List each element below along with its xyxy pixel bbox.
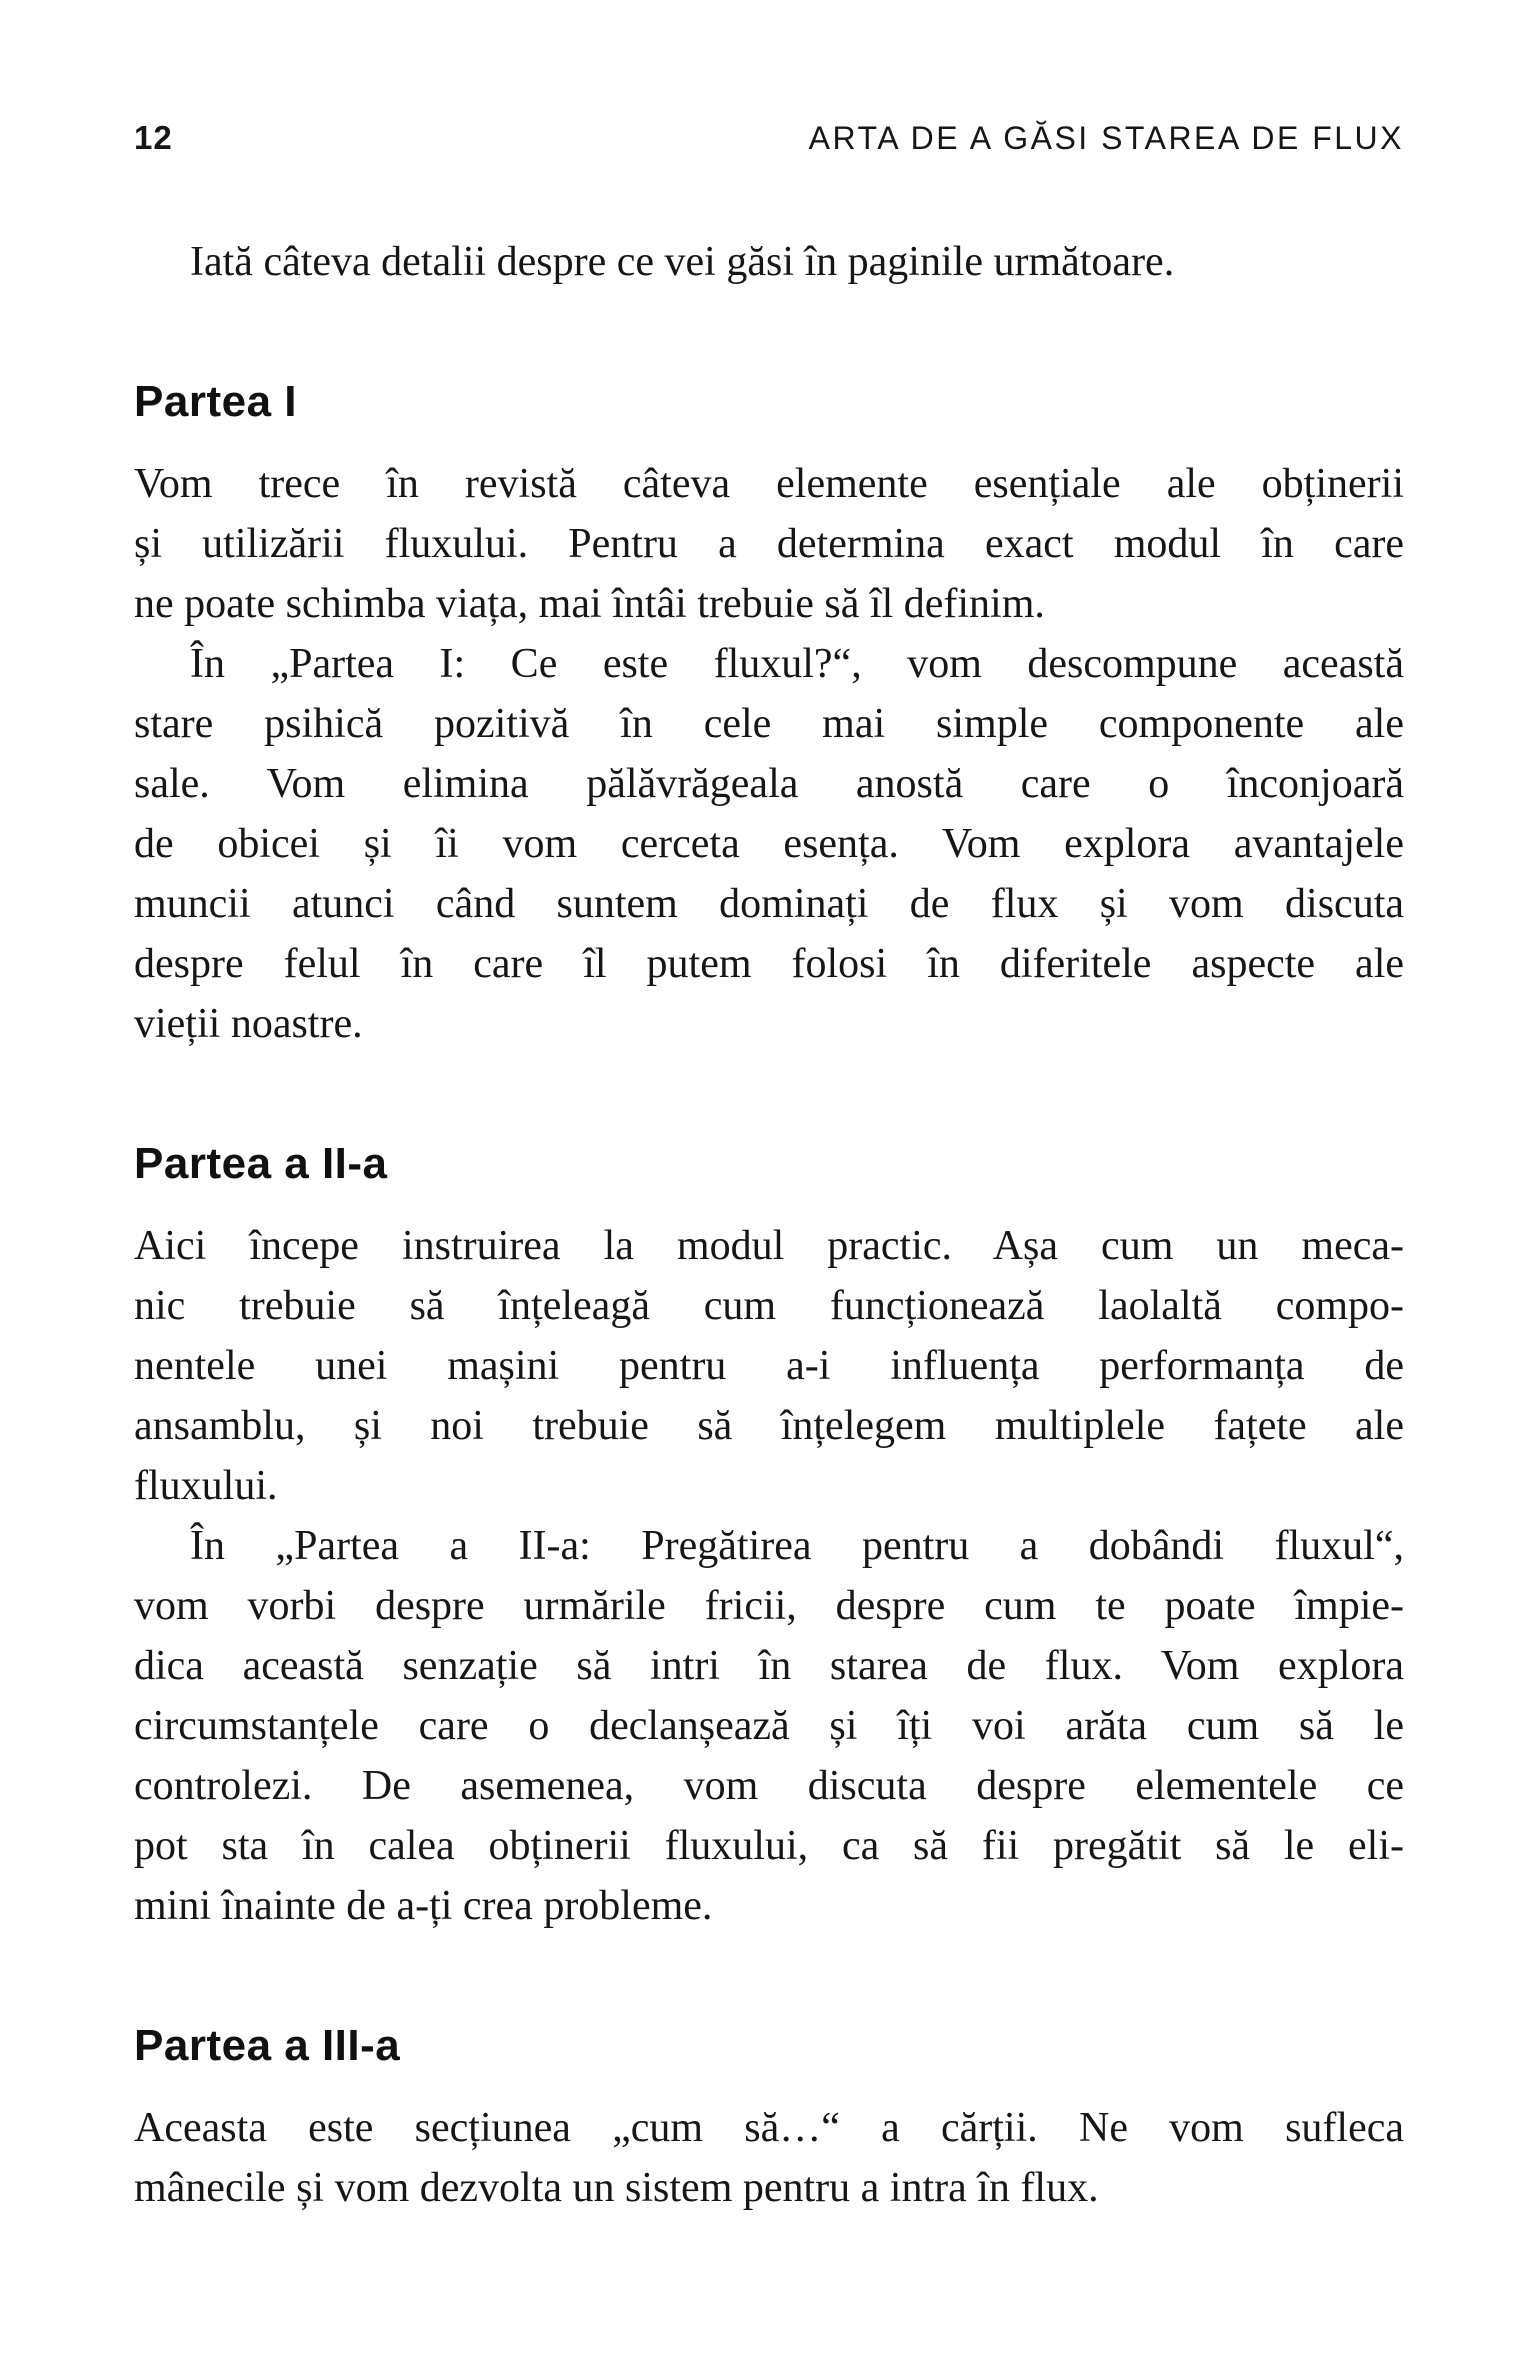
text-line: nentele unei mașini pentru a-i influența performanța de <box>134 1343 1404 1389</box>
text-line: muncii atunci când suntem dominați de flux și vom discuta <box>134 881 1404 927</box>
text-line: mânecile și vom dezvolta un sistem pentru a intra în flux. <box>134 2165 1099 2211</box>
text-column <box>134 232 1404 2218</box>
paragraph <box>134 1516 1404 1936</box>
sections <box>134 376 1404 2218</box>
text-line: și utilizării fluxului. Pentru a determina exact modul în care <box>134 521 1404 567</box>
page-number: 12 <box>134 119 173 156</box>
section <box>134 1138 1404 1936</box>
text-line: ne poate schimba viața, mai întâi trebuie să îl definim. <box>134 581 1045 627</box>
text-line: vom vorbi despre urmările fricii, despre cum te poate împie- <box>134 1583 1404 1629</box>
section-heading: Partea a II-a <box>134 1139 388 1188</box>
page-header <box>134 118 1404 158</box>
paragraph <box>134 1216 1404 1516</box>
text-line: controlezi. De asemenea, vom discuta despre elementele ce <box>134 1763 1404 1809</box>
paragraph <box>134 454 1404 634</box>
text-line: nic trebuie să înțeleagă cum funcționează laolaltă compo- <box>134 1283 1404 1329</box>
section-heading: Partea a III-a <box>134 2021 401 2070</box>
section <box>134 376 1404 1054</box>
text-line: Aici începe instruirea la modul practic. Așa cum un meca- <box>134 1223 1404 1269</box>
intro-paragraph: Iată câteva detalii despre ce vei găsi în paginile următoare. <box>190 239 1175 285</box>
text-line: despre felul în care îl putem folosi în diferitele aspecte ale <box>134 941 1404 987</box>
text-line: pot sta în calea obținerii fluxului, ca să fii pregătit să le eli- <box>134 1823 1404 1869</box>
text-line: În „Partea I: Ce este fluxul?“, vom descompune această <box>190 641 1404 687</box>
text-line: Vom trece în revistă câteva elemente esențiale ale obținerii <box>134 461 1404 507</box>
text-line: ansamblu, și noi trebuie să înțelegem multiplele fațete ale <box>134 1403 1404 1449</box>
section-heading: Partea I <box>134 377 297 426</box>
text-line: sale. Vom elimina pălăvrăgeala anostă care o înconjoară <box>134 761 1404 807</box>
text-line: stare psihică pozitivă în cele mai simple componente ale <box>134 701 1404 747</box>
text-line: fluxului. <box>134 1463 278 1509</box>
paragraph <box>134 634 1404 1054</box>
text-line: circumstanțele care o declanșează și îți voi arăta cum să le <box>134 1703 1404 1749</box>
text-line: Aceasta este secțiunea „cum să…“ a cărții. Ne vom sufleca <box>134 2105 1404 2151</box>
text-line: vieții noastre. <box>134 1001 363 1047</box>
text-line: mini înainte de a-ți crea probleme. <box>134 1883 713 1929</box>
text-line: În „Partea a II-a: Pregătirea pentru a dobândi fluxul“, <box>190 1523 1404 1569</box>
running-header-title: ARTA DE A GĂSI STAREA DE FLUX <box>808 120 1404 156</box>
paragraph <box>134 2098 1404 2218</box>
text-line: dica această senzație să intri în starea de flux. Vom explora <box>134 1643 1404 1689</box>
section <box>134 2020 1404 2218</box>
text-line: de obicei și îi vom cerceta esența. Vom explora avantajele <box>134 821 1404 867</box>
